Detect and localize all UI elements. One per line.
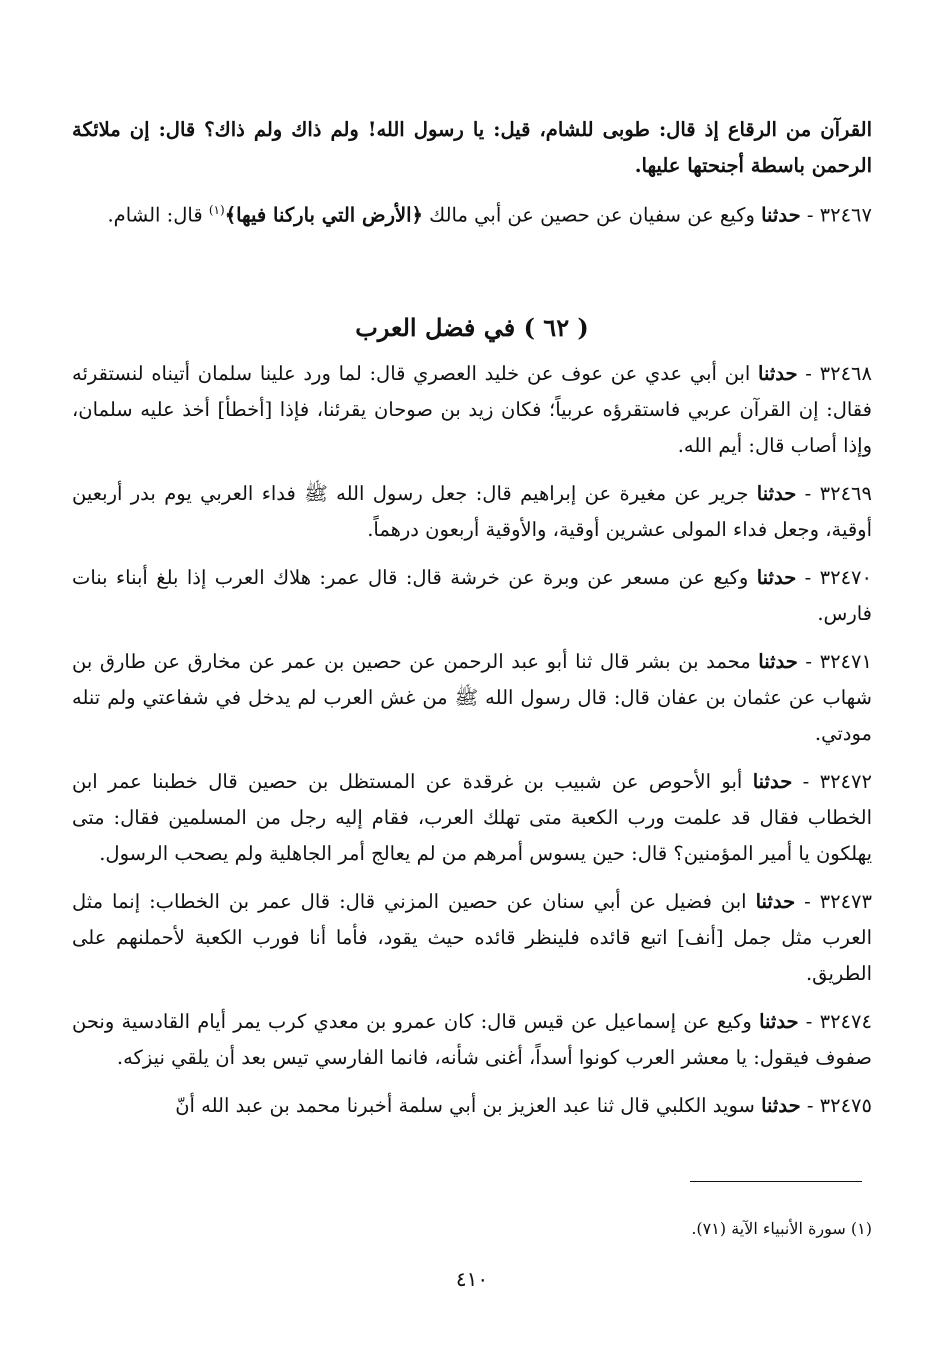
- hadith-entry: ٣٢٤٦٩ - حدثنا جرير عن مغيرة عن إبراهيم قال: جعل رسول الله ﷺ فداء العربي يوم بدر أربعين أوقية، وجعل فداء المولى عشرين أوقية، والأوقية أربعون درهماً.: [72, 482, 872, 541]
- hadith-body: سويد الكلبي قال ثنا عبد العزيز بن أبي سلمة أخبرنا محمد بن عبد الله أنّ: [175, 1094, 755, 1117]
- quran-quote: ﴿الأرض التي باركنا فيها﴾: [224, 203, 423, 227]
- top-text-block: [72, 112, 872, 234]
- hadith-number: ٣٢٤٧٥: [819, 1094, 872, 1117]
- hadith-lead: حدثنا: [761, 1094, 801, 1117]
- hadith-number: ٣٢٤٧١: [819, 650, 872, 673]
- hadith-number: ٣٢٤٧٤: [819, 1010, 872, 1033]
- hadith-body: محمد بن بشر قال ثنا أبو عبد الرحمن عن حصين بن عمر عن مخارق عن طارق بن شهاب عن عثمان بن عفان قال: قال رسول الله ﷺ من غش العرب لم يدخل في شفاعتي ولم تنله مودتي.: [72, 650, 872, 745]
- footnote-divider: [690, 1181, 862, 1182]
- footnote-mark: (١): [208, 203, 225, 217]
- hadith-entry: ٣٢٤٧٢ - حدثنا أبو الأحوص عن شبيب بن غرقدة عن المستظل بن حصين قال خطبنا عمر ابن الخطاب فقال قد علمت ورب الكعبة متى تهلك العرب، فقام إليه رجل من المسلمين فقال: متى يهلكون يا أمير المؤمنين؟ قال: حين يسوس أمرهم من لم يعالج أمر الجاهلية ولم يصحب الرسول.: [72, 770, 872, 865]
- hadith-lead: حدثنا: [755, 890, 796, 913]
- hadith-32467: ٣٢٤٦٧ - حدثنا وكيع عن سفيان عن حصين عن أبي مالك ﴿الأرض التي باركنا فيها﴾$^{(١)}$ قال: الشام.: [107, 203, 872, 227]
- hadith-lead: حدثنا: [758, 362, 798, 385]
- hadith-entry: ٣٢٤٧٥ - حدثنا سويد الكلبي قال ثنا عبد العزيز بن أبي سلمة أخبرنا محمد بن عبد الله أنّ: [175, 1094, 872, 1117]
- hadith-number: ٣٢٤٦٨: [819, 362, 872, 385]
- hadith-number: ٣٢٤٧٣: [819, 890, 873, 913]
- hadith-body: جرير عن مغيرة عن إبراهيم قال: جعل رسول الله ﷺ فداء العربي يوم بدر أربعين أوقية، وجعل فداء المولى عشرين أوقية، والأوقية أربعون درهماً.: [72, 482, 872, 541]
- hadith-body: ابن أبي عدي عن عوف عن خليد العصري قال: لما ورد علينا سلمان أتيناه لنستقرئه فقال: إن القرآن عربي فاستقرؤه عربياً؛ فكان زيد بن صوحان يقرئنا، فإذا [أخطأ] أخذ عليه سلمان، وإذا أصاب قال: أيم الله.: [72, 362, 872, 457]
- continuation-paragraph: القرآن من الرقاع إذ قال: طوبى للشام، قيل: يا رسول الله! ولم ذاك ولم ذاك؟ قال: إن ملائكة الرحمن باسطة أجنحتها عليها.: [72, 118, 872, 177]
- hadith-lead: حدثنا: [758, 650, 798, 673]
- hadith-body: ابن فضيل عن أبي سنان عن حصين المزني قال: قال عمر بن الخطاب: إنما مثل العرب مثل جمل [أنف] اتبع قائده فلينظر قائده حيث يقود، فأما أنا فورب الكعبة لأحملنهم على الطريق.: [72, 890, 872, 985]
- hadith-list: [72, 356, 872, 1124]
- hadith-lead: حدثنا: [759, 1010, 799, 1033]
- hadith-lead: حدثنا: [756, 566, 797, 589]
- chapter-title: ( ٦٢ ) في فضل العرب: [355, 313, 589, 342]
- page-number: ٤١٠: [455, 1267, 489, 1291]
- hadith-entry: ٣٢٤٧١ - حدثنا محمد بن بشر قال ثنا أبو عبد الرحمن عن حصين بن عمر عن مخارق عن طارق بن شهاب عن عثمان بن عفان قال: قال رسول الله ﷺ من غش العرب لم يدخل في شفاعتي ولم تنله مودتي.: [72, 650, 872, 745]
- hadith-lead: حدثنا: [752, 770, 793, 793]
- hadith-tail: قال: الشام.: [107, 203, 203, 227]
- hadith-lead: حدثنا: [756, 482, 797, 505]
- hadith-entry: ٣٢٤٧٠ - حدثنا وكيع عن مسعر عن وبرة عن خرشة قال: قال عمر: هلاك العرب إذا بلغ أبناء بنات فارس.: [72, 566, 872, 625]
- hadith-number: ٣٢٤٦٧: [819, 203, 872, 227]
- hadith-number: ٣٢٤٧٠: [819, 566, 872, 589]
- hadith-entry: ٣٢٤٧٤ - حدثنا وكيع عن إسماعيل عن قيس قال: كان عمرو بن معدي كرب يمر أيام القادسية ونحن صفوف فيقول: يا معشر العرب كونوا أسداً، أغنى شأنه، فانما الفارسي تيس بعد أن يلقي نيزكه.: [72, 1010, 872, 1069]
- hadith-body: أبو الأحوص عن شبيب بن غرقدة عن المستظل بن حصين قال خطبنا عمر ابن الخطاب فقال قد علمت ورب الكعبة متى تهلك العرب، فقام إليه رجل من المسلمين فقال: متى يهلكون يا أمير المؤمنين؟ قال: حين يسوس أمرهم من لم يعالج أمر الجاهلية ولم يصحب الرسول.: [72, 770, 872, 865]
- hadith-entry: ٣٢٤٧٣ - حدثنا ابن فضيل عن أبي سنان عن حصين المزني قال: قال عمر بن الخطاب: إنما مثل العرب مثل جمل [أنف] اتبع قائده فلينظر قائده حيث يقود، فأما أنا فورب الكعبة لأحملنهم على الطريق.: [72, 890, 873, 985]
- hadith-number: ٣٢٤٧٢: [819, 770, 872, 793]
- hadith-body: وكيع عن إسماعيل عن قيس قال: كان عمرو بن معدي كرب يمر أيام القادسية ونحن صفوف فيقول: يا معشر العرب كونوا أسداً، أغنى شأنه، فانما الفارسي تيس بعد أن يلقي نيزكه.: [72, 1010, 872, 1069]
- hadith-lead: حدثنا: [761, 203, 801, 227]
- footnote: (١) سورة الأنبياء الآية (٧١).: [691, 1219, 872, 1238]
- hadith-entry: ٣٢٤٦٨ - حدثنا ابن أبي عدي عن عوف عن خليد العصري قال: لما ورد علينا سلمان أتيناه لنستقرئه فقال: إن القرآن عربي فاستقرؤه عربياً؛ فكان زيد بن صوحان يقرئنا، فإذا [أخطأ] أخذ عليه سلمان، وإذا أصاب قال: أيم الله.: [72, 362, 872, 457]
- hadith-body: وكيع عن مسعر عن وبرة عن خرشة قال: قال عمر: هلاك العرب إذا بلغ أبناء بنات فارس.: [72, 566, 872, 625]
- hadith-body: وكيع عن سفيان عن حصين عن أبي مالك: [429, 203, 755, 227]
- hadith-number: ٣٢٤٦٩: [819, 482, 872, 505]
